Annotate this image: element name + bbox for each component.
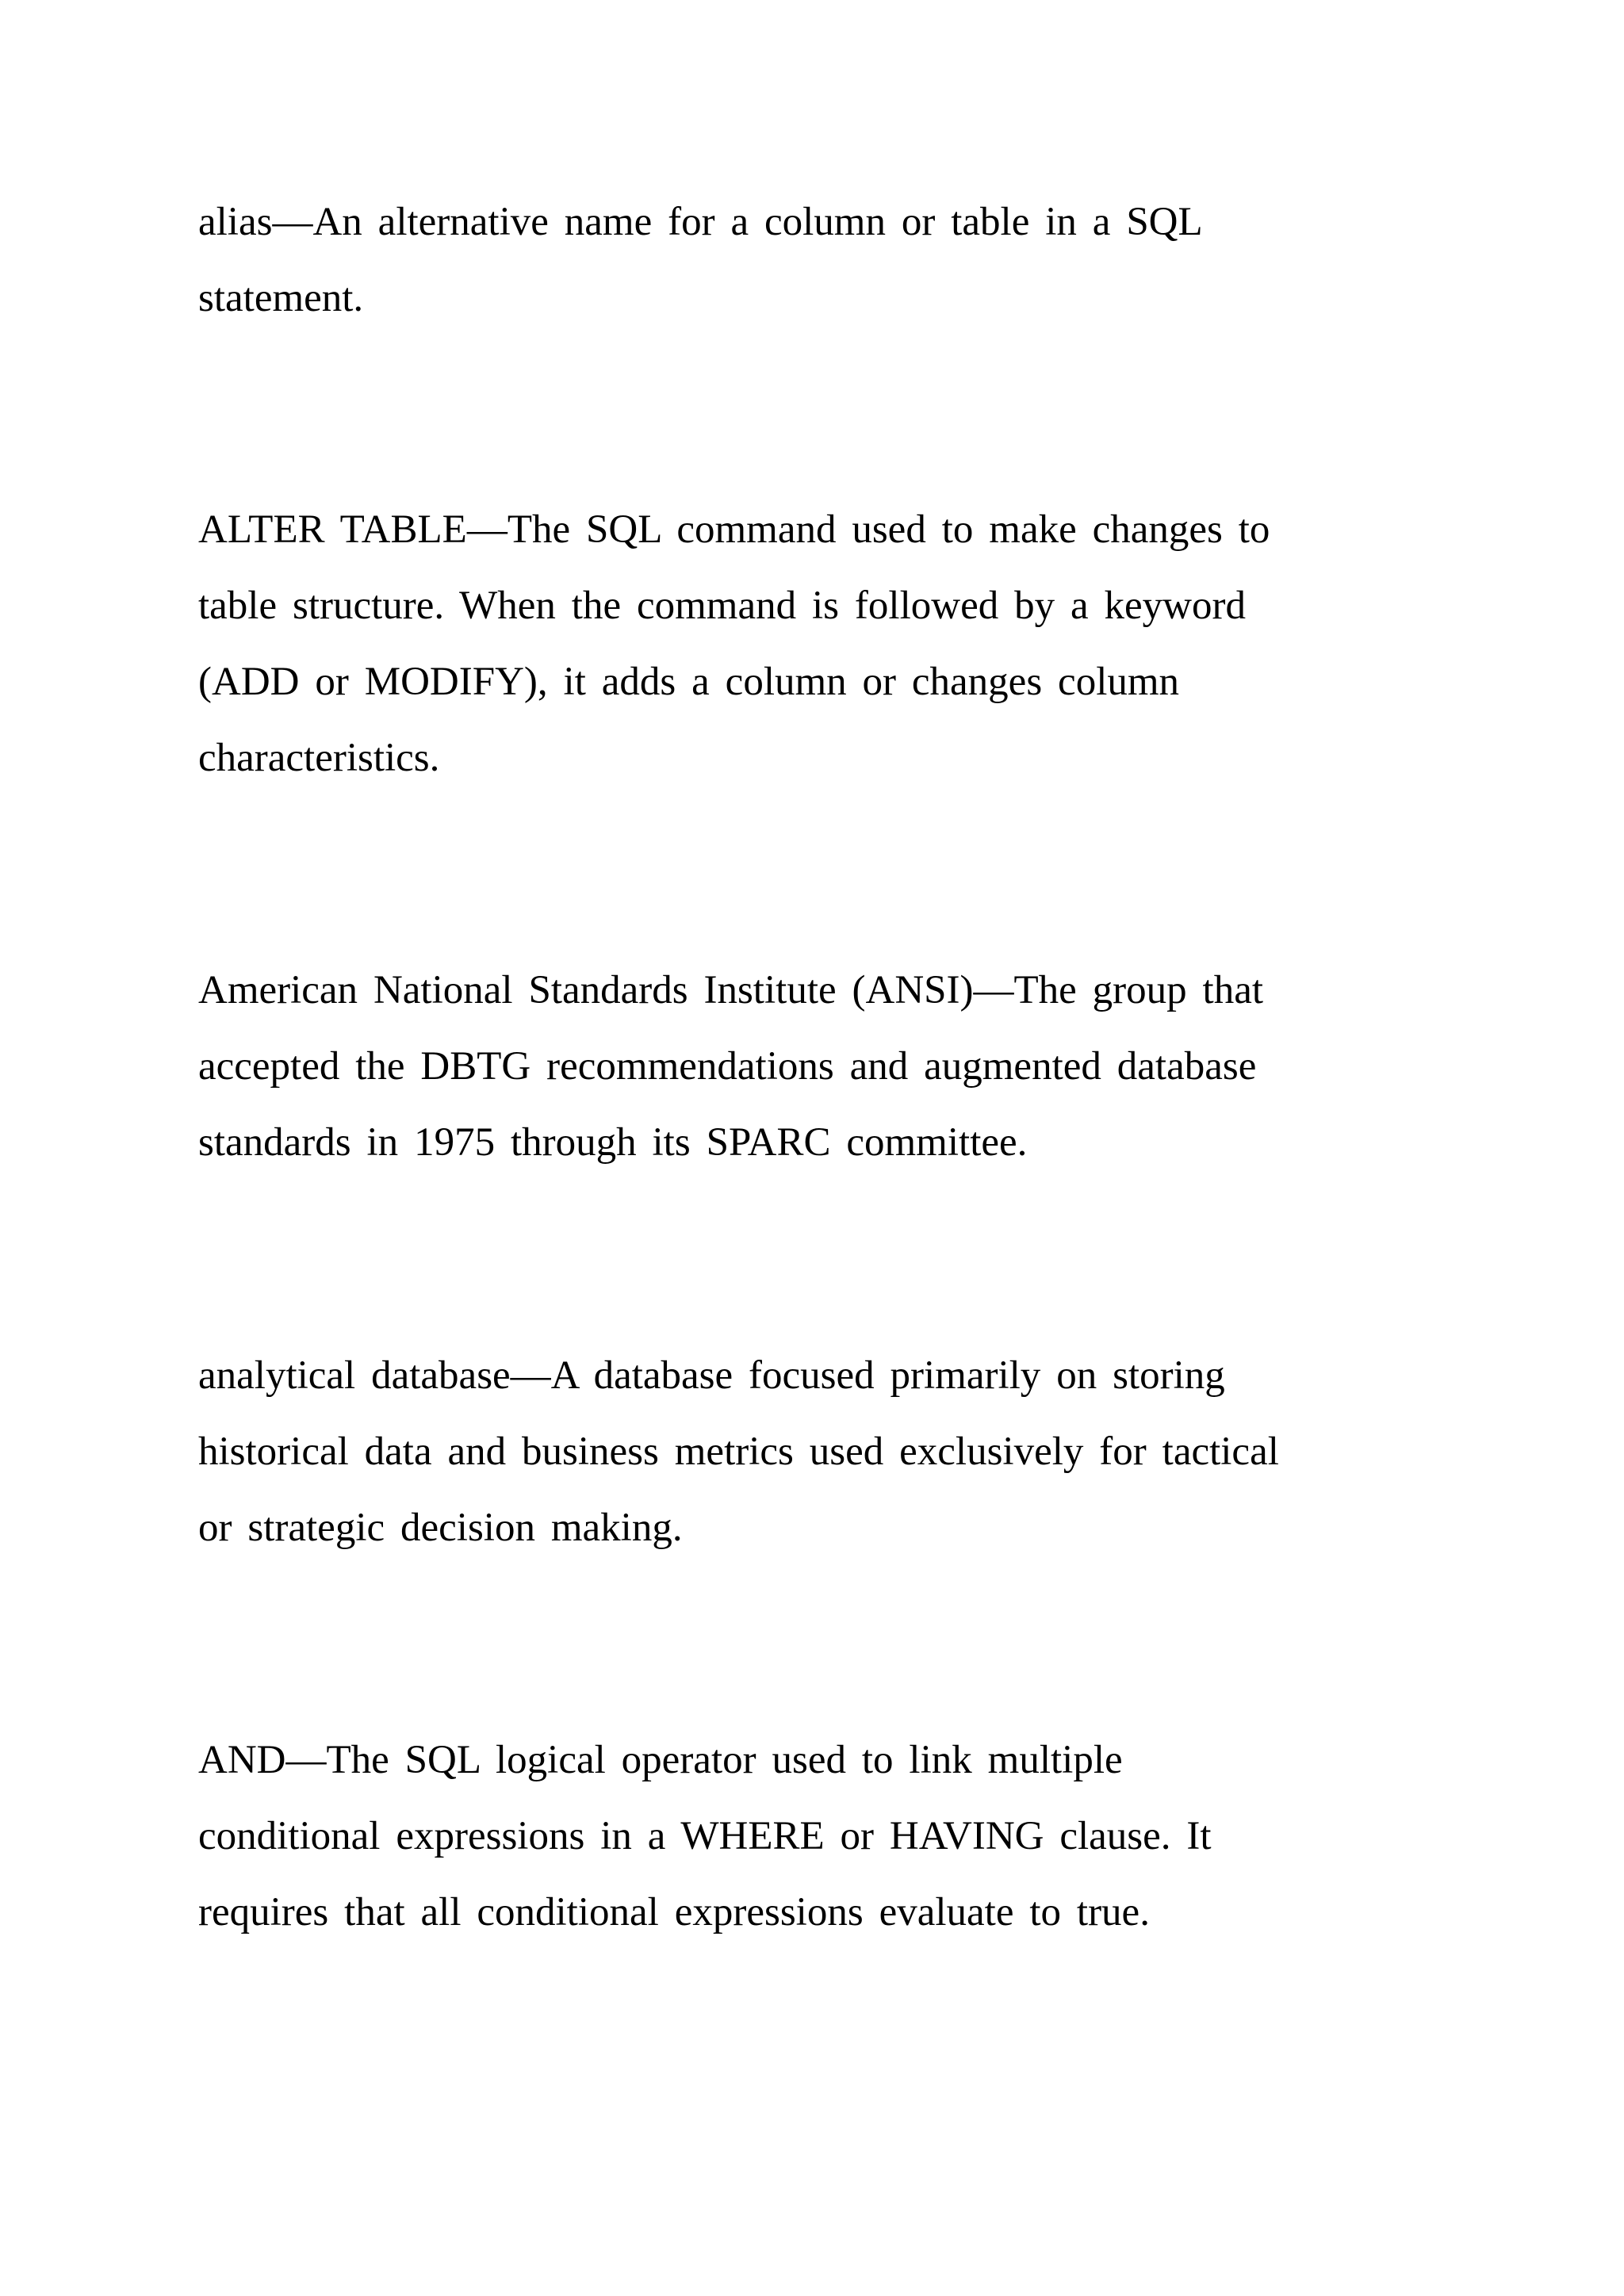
entry-line: (ADD or MODIFY), it adds a column or changes column (198, 660, 1180, 704)
entry-line: American National Standards Institute (ANSI)—The group that (198, 968, 1264, 1012)
entry-line: alias—An alternative name for a column or table in a SQL (198, 200, 1203, 244)
entry-line: statement. (198, 276, 364, 320)
glossary-entry-alter-table (198, 492, 1467, 796)
entry-line: analytical database—A database focused primarily on storing (198, 1353, 1225, 1398)
entry-line: conditional expressions in a WHERE or HAVING clause. It (198, 1814, 1212, 1858)
entry-line: characteristics. (198, 736, 440, 780)
entry-line: AND—The SQL logical operator used to link multiple (198, 1738, 1123, 1782)
entry-line: ALTER TABLE—The SQL command used to make changes to (198, 507, 1270, 552)
glossary-entry-alias (198, 184, 1467, 336)
entry-line: historical data and business metrics used exclusively for tactical (198, 1429, 1279, 1474)
entry-line: accepted the DBTG recommendations and augmented database (198, 1044, 1257, 1089)
entry-line: table structure. When the command is followed by a keyword (198, 584, 1246, 628)
entry-line: requires that all conditional expressions evaluate to true. (198, 1890, 1150, 1934)
glossary-entry-and (198, 1722, 1467, 1950)
glossary-entry-ansi (198, 952, 1467, 1181)
entry-line: standards in 1975 through its SPARC committee. (198, 1120, 1028, 1165)
glossary-entry-analytical-database (198, 1337, 1467, 1566)
entry-line: or strategic decision making. (198, 1506, 683, 1550)
